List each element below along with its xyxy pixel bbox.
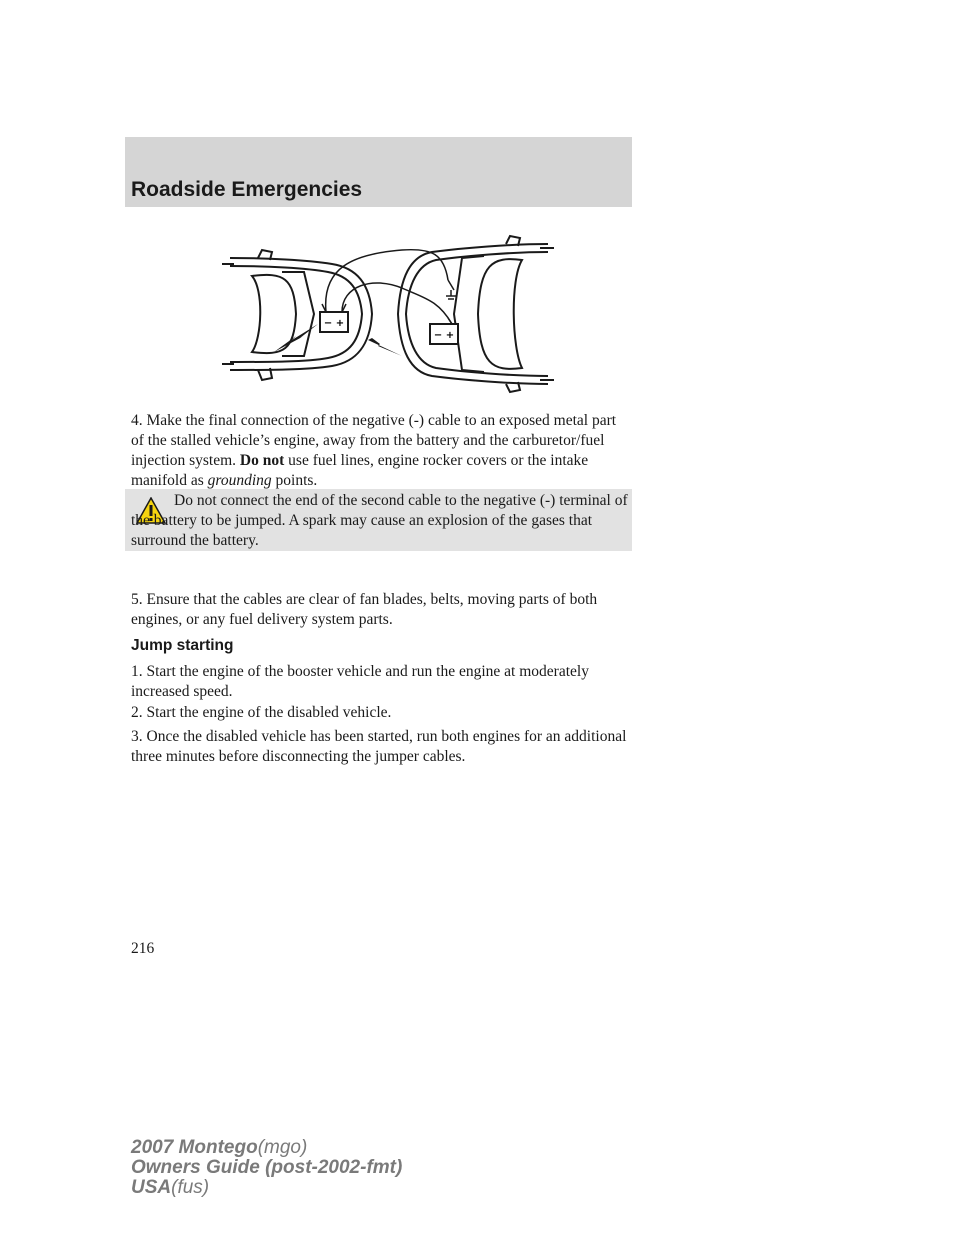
step-4-paragraph: 4. Make the final connection of the negative (-) cable to an exposed metal part of the stalled vehicle’s engine, away from the battery and the carburetor/fuel injection system. Do not use fuel lines, engine rocker covers or the intake manifold as grounding points. xyxy=(131,412,617,489)
jump-start-diagram xyxy=(222,228,554,398)
svg-text:− +: − + xyxy=(433,330,455,341)
page-title: Roadside Emergencies xyxy=(131,178,363,201)
booster-car-icon xyxy=(398,236,554,392)
battery-icon xyxy=(320,312,458,344)
step-5-paragraph: 5. Ensure that the cables are clear of fan blades, belts, moving parts of both engines, or any fuel delivery system parts. xyxy=(131,591,598,628)
list-item: 1. Start the engine of the booster vehicle and run the engine at moderately increased speed. xyxy=(131,663,589,700)
disabled-car-icon xyxy=(222,250,372,380)
section-heading: Jump starting xyxy=(131,637,234,654)
ground-icon xyxy=(446,290,456,299)
warning-text: Do not connect the end of the second cable to the negative (-) terminal of the battery to be jumped. A spark may cause an explosion of the gases that surround the battery. xyxy=(131,492,628,549)
list-item: 3. Once the disabled vehicle has been started, run both engines for an additional three minutes before disconnecting the jumper cables. xyxy=(131,728,627,765)
page-number: 216 xyxy=(131,940,155,957)
svg-text:− +: − + xyxy=(323,318,345,329)
footer-metadata: 2007 Montego(mgo) Owners Guide (post-2002-fmt) USA(fus) xyxy=(131,1137,403,1198)
list-item: 2. Start the engine of the disabled vehicle. xyxy=(131,704,392,721)
